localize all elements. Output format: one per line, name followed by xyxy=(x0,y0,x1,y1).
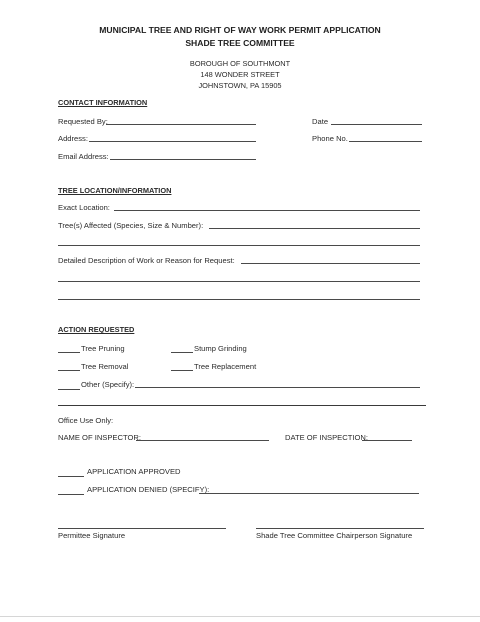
inspection-date-label: DATE OF INSPECTION: xyxy=(285,433,368,442)
description-line-3[interactable] xyxy=(58,289,420,300)
permittee-signature-line[interactable] xyxy=(58,518,226,529)
phone-label: Phone No. xyxy=(312,134,348,143)
trees-affected-label: Tree(s) Affected (Species, Size & Number): xyxy=(58,221,204,230)
chairperson-signature-label: Shade Tree Committee Chairperson Signature xyxy=(256,531,413,540)
date-field[interactable] xyxy=(331,114,422,125)
page-bottom-edge xyxy=(0,616,480,617)
trees-affected-field[interactable] xyxy=(209,218,420,229)
denied-label: APPLICATION DENIED (SPECIFY): xyxy=(87,485,210,494)
tree-removal-checkbox[interactable] xyxy=(58,360,80,371)
description-line-2[interactable] xyxy=(58,271,420,282)
address-label: Address: xyxy=(58,134,88,143)
section-divider xyxy=(58,405,426,406)
address-line-2: 148 WONDER STREET xyxy=(200,70,280,79)
tree-replacement-label: Tree Replacement xyxy=(194,362,257,371)
inspector-field[interactable] xyxy=(136,430,269,441)
inspector-label: NAME OF INSPECTOR: xyxy=(58,433,141,442)
phone-field[interactable] xyxy=(349,131,422,142)
approved-checkbox[interactable] xyxy=(58,466,84,477)
address-line-1: BOROUGH OF SOUTHMONT xyxy=(189,59,291,68)
tree-replacement-checkbox[interactable] xyxy=(171,360,193,371)
stump-grinding-checkbox[interactable] xyxy=(171,342,193,353)
contact-heading: CONTACT INFORMATION xyxy=(58,98,148,107)
tree-pruning-checkbox[interactable] xyxy=(58,342,80,353)
description-field[interactable] xyxy=(241,253,420,264)
action-heading: ACTION REQUESTED xyxy=(58,325,135,334)
exact-location-field[interactable] xyxy=(114,200,420,211)
form-subtitle: SHADE TREE COMMITTEE xyxy=(185,38,295,48)
email-field[interactable] xyxy=(110,149,256,160)
tree-removal-label: Tree Removal xyxy=(81,362,129,371)
other-specify-field[interactable] xyxy=(135,377,420,388)
address-line-3: JOHNSTOWN, PA 15905 xyxy=(198,81,282,90)
stump-grinding-label: Stump Grinding xyxy=(194,344,247,353)
exact-location-label: Exact Location: xyxy=(58,203,110,212)
other-checkbox[interactable] xyxy=(58,379,80,390)
tree-pruning-label: Tree Pruning xyxy=(81,344,125,353)
chairperson-signature-line[interactable] xyxy=(256,518,424,529)
description-label: Detailed Description of Work or Reason for Request: xyxy=(58,256,235,265)
inspection-date-field[interactable] xyxy=(362,430,412,441)
other-label: Other (Specify): xyxy=(81,380,135,389)
denied-specify-field[interactable] xyxy=(199,483,419,494)
tree-heading: TREE LOCATION/INFORMATION xyxy=(58,186,172,195)
requested-by-field[interactable] xyxy=(106,114,256,125)
approved-label: APPLICATION APPROVED xyxy=(87,467,181,476)
form-title: MUNICIPAL TREE AND RIGHT OF WAY WORK PERMIT APPLICATION xyxy=(99,25,381,35)
requested-by-label: Requested By: xyxy=(58,117,108,126)
denied-checkbox[interactable] xyxy=(58,484,84,495)
email-label: Email Address: xyxy=(58,152,109,161)
permittee-signature-label: Permittee Signature xyxy=(58,531,126,540)
date-label: Date xyxy=(312,117,329,126)
office-use-label: Office Use Only: xyxy=(58,416,114,425)
trees-affected-line-2[interactable] xyxy=(58,235,420,246)
address-field[interactable] xyxy=(89,131,256,142)
